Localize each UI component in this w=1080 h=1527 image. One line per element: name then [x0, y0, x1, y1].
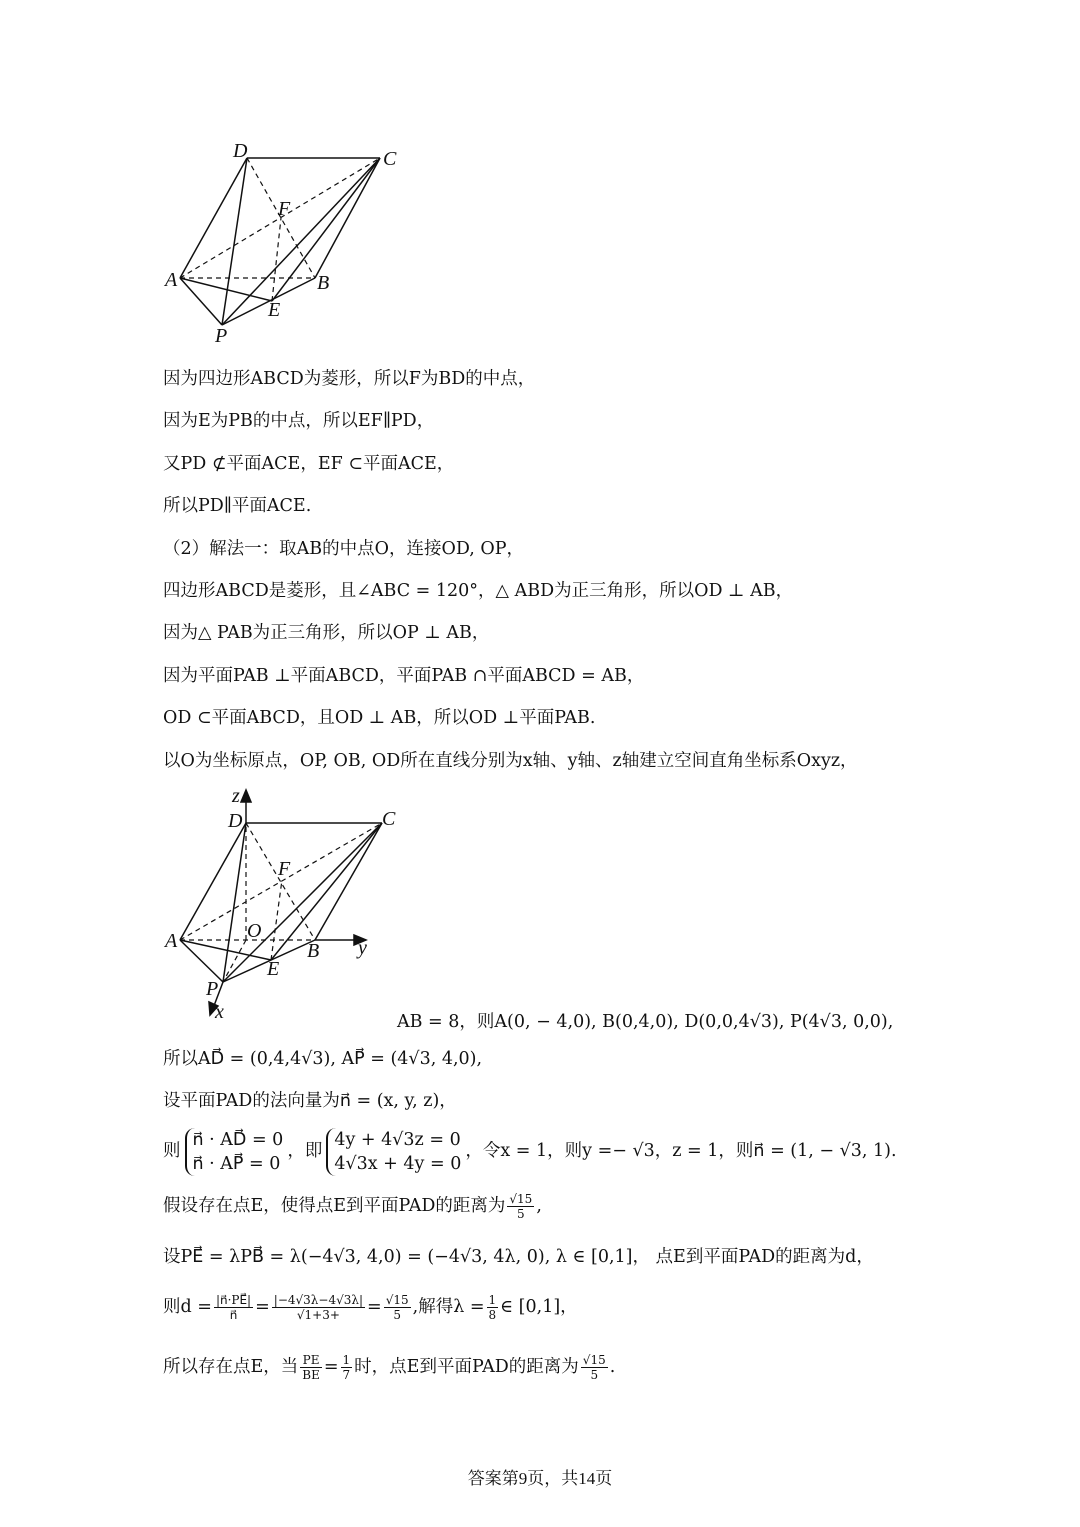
label-A: A	[165, 930, 178, 952]
system-2-eq2: 4√3x + 4y = 0	[334, 1153, 462, 1174]
l14-mid: ，即	[287, 1141, 323, 1161]
text-line-3: 又PD ⊄平面ACE，EF ⊂平面ACE，	[163, 454, 455, 474]
label-F: F	[278, 198, 291, 220]
l17-mid: ,解得λ =	[412, 1297, 485, 1317]
figure-rhombus-pyramid-1	[160, 135, 410, 350]
label-B: B	[307, 940, 320, 962]
edge-CB	[315, 823, 382, 940]
fraction-sqrt15-over-5: $\frac{√15}{5}$	[509, 1192, 533, 1221]
label-P: P	[215, 325, 228, 347]
l18-eq: =	[323, 1357, 339, 1377]
z-axis-arrow	[241, 790, 251, 802]
edge-DA	[180, 823, 246, 940]
label-y: y	[358, 937, 367, 959]
label-C: C	[383, 148, 397, 170]
system-1	[185, 1128, 284, 1176]
text-line-9: OD ⊂平面ABCD，且OD ⊥ AB，所以OD ⊥平面PAB.	[163, 708, 596, 728]
text-line-5: （2）解法一：取AB的中点O，连接OD, OP，	[163, 539, 524, 559]
label-O: O	[247, 920, 262, 942]
text-line-2: 因为E为PB的中点，所以EF∥PD，	[163, 411, 435, 431]
system-1-eq1: n⃗ · AD⃗ = 0	[192, 1129, 284, 1150]
label-B: B	[317, 272, 330, 294]
l17-eq1: =	[255, 1297, 270, 1317]
l18-mid: 时，点E到平面PAD的距离为	[354, 1357, 579, 1377]
system-2-eq1: 4y + 4√3z = 0	[334, 1129, 461, 1150]
fraction-1: $\frac{|n⃗\cdot PE⃗|}{n⃗}$	[215, 1293, 252, 1322]
label-C: C	[382, 808, 396, 830]
text-line-12: 所以AD⃗ = (0,4,4√3), AP⃗ = (4√3, 4,0),	[163, 1049, 483, 1069]
text-line-11: AB = 8，则A(0, − 4,0), B(0,4,0), D(0,0,4√3), P(4√3, 0,0),	[397, 1012, 894, 1032]
label-P: P	[206, 978, 219, 1000]
text-line-4: 所以PD∥平面ACE.	[163, 496, 312, 516]
system-2	[326, 1128, 461, 1176]
l17-post: ∈ [0,1]，	[500, 1297, 578, 1317]
text-line-8: 因为平面PAB ⊥平面ABCD，平面PAB ∩平面ABCD = AB，	[163, 666, 645, 686]
text-line-16: 设PE⃗ = λPB⃗ = λ(−4√3, 4,0) = (−4√3, 4λ, 0), λ ∈ [0,1]， 点E到平面PAD的距离为d，	[163, 1247, 874, 1267]
l14-pre: 则	[163, 1141, 181, 1161]
text-line-10: 以O为坐标原点，OP, OB, OD所在直线分别为x轴、y轴、z轴建立空间直角坐标系Oxyz，	[163, 751, 858, 771]
label-F: F	[278, 858, 291, 880]
label-E: E	[267, 958, 280, 980]
text-line-7: 因为△ PAB为正三角形，所以OP ⊥ AB，	[163, 623, 490, 643]
fraction-1-over-7: $\frac{1}{7}$	[342, 1353, 351, 1382]
edge-PD	[222, 158, 247, 325]
edge-PC	[222, 158, 380, 325]
fraction-2: $\frac{|-4√3\lambda-4√3\lambda|}{√1+3+}$	[273, 1293, 364, 1322]
label-A: A	[165, 269, 178, 291]
fraction-PE-over-BE: $\frac{PE}{BE}$	[302, 1353, 320, 1382]
edge-EF	[272, 218, 281, 301]
edge-AE	[180, 940, 271, 960]
text-line-15	[163, 1192, 542, 1221]
edge-AP	[180, 940, 223, 982]
text-line-6: 四边形ABCD是菱形，且∠ABC = 120°，△ ABD为正三角形，所以OD ⊥ AB，	[163, 581, 794, 601]
system-1-eq2: n⃗ · AP⃗ = 0	[192, 1153, 281, 1174]
fraction-3: $\frac{√15}{5}$	[385, 1293, 409, 1322]
label-E: E	[268, 299, 281, 321]
text-line-14	[163, 1124, 897, 1178]
text-line-18	[163, 1353, 615, 1382]
edge-AP	[180, 278, 222, 325]
page-footer: 答案第9页，共14页	[467, 1469, 613, 1488]
text-line-17	[163, 1293, 578, 1322]
l15-post: ,	[536, 1196, 542, 1216]
edge-DA	[180, 158, 247, 278]
edge-AC	[180, 823, 382, 940]
edge-PD	[223, 823, 246, 982]
label-z: z	[232, 785, 240, 807]
fraction-4: $\frac{1}{8}$	[488, 1293, 497, 1322]
text-line-13: 设平面PAD的法向量为n⃗ = (x, y, z)，	[163, 1091, 457, 1111]
label-D: D	[228, 810, 243, 832]
l15-pre: 假设存在点E，使得点E到平面PAD的距离为	[163, 1196, 506, 1216]
l18-post: .	[609, 1357, 616, 1377]
l18-pre: 所以存在点E，当	[163, 1357, 299, 1377]
fraction-sqrt15-over-5-b: $\frac{√15}{5}$	[582, 1353, 606, 1382]
l14-post: ，令x = 1，则y =− √3，z = 1，则n⃗ = (1, − √3, 1).	[465, 1141, 897, 1161]
l17-pre: 则d =	[163, 1297, 212, 1317]
l17-eq2: =	[367, 1297, 382, 1317]
label-D: D	[233, 140, 248, 162]
text-line-1: 因为四边形ABCD为菱形，所以F为BD的中点，	[163, 369, 536, 389]
edge-CB	[315, 158, 380, 278]
figure-coordinate-system	[160, 785, 405, 1025]
label-x: x	[215, 1001, 224, 1023]
